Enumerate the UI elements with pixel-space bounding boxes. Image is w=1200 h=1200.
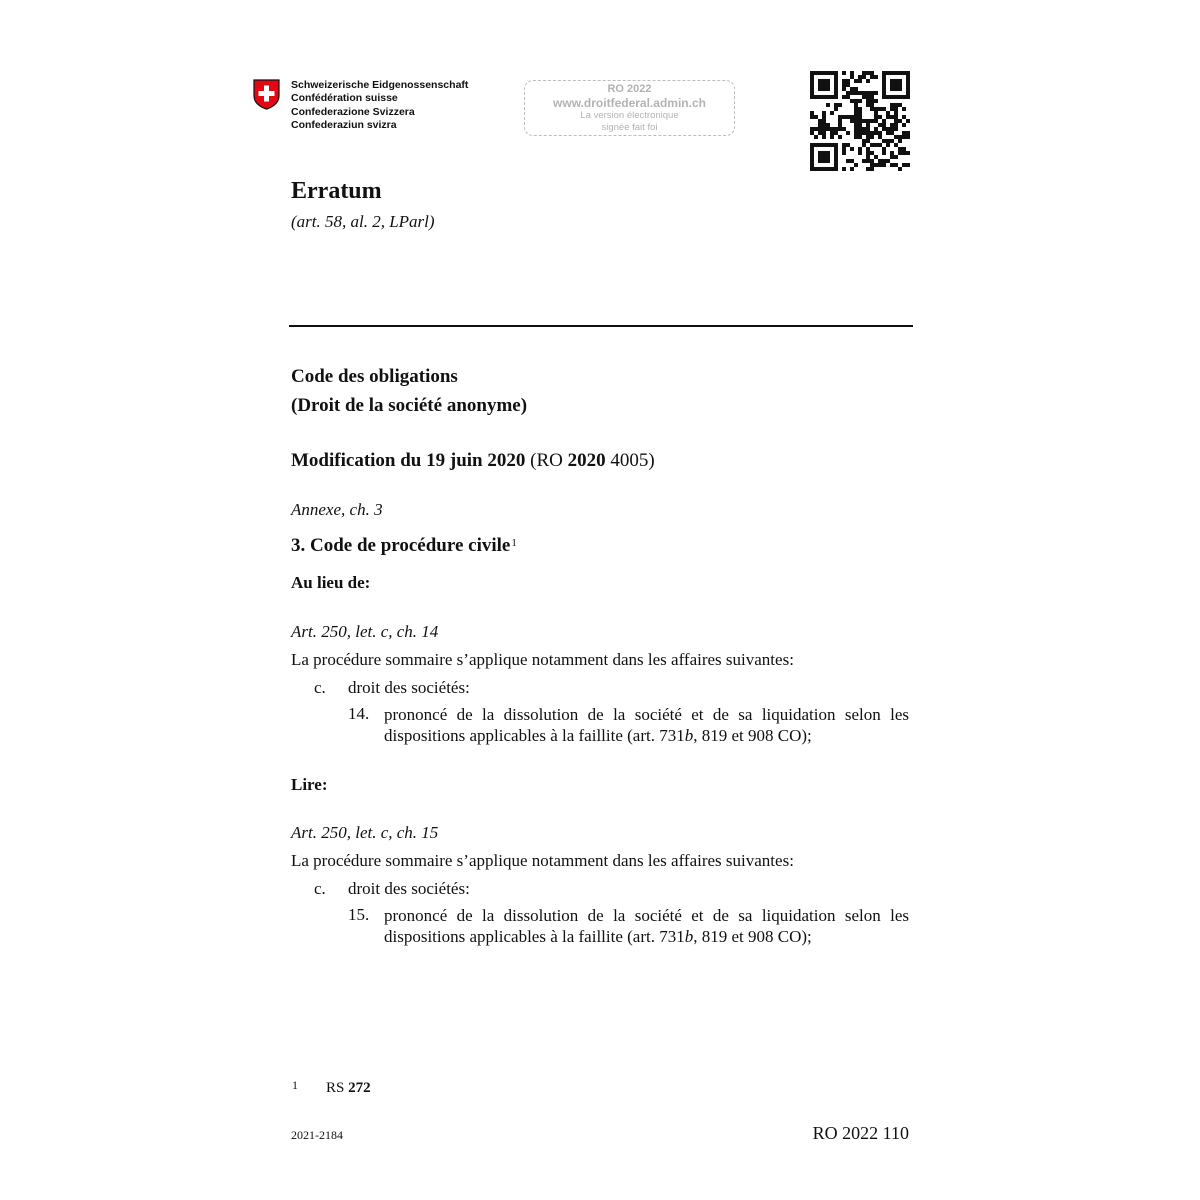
modification-ref-open: (RO — [525, 450, 568, 471]
section-title: 3. Code de procédure civile — [291, 535, 511, 556]
stamp-collection: RO 2022 — [607, 83, 652, 95]
after-item-text — [384, 905, 909, 947]
before-article-reference: Art. 250, let. c, ch. 14 — [291, 622, 439, 641]
confederation-name-de: Schweizerische Eidgenossenschaft — [291, 79, 469, 91]
stamp-note-2: signée fait foi — [601, 121, 658, 133]
act-title — [291, 362, 527, 420]
confederation-name-fr: Confédération suisse — [291, 92, 398, 105]
stamp-note-1: La version électronique — [580, 110, 679, 121]
before-label: Au lieu de: — [291, 573, 371, 592]
document-legal-basis: (art. 58, al. 2, LParl) — [291, 212, 435, 231]
footnote-number: 1 — [292, 1078, 298, 1092]
modification-ref-year: 2020 — [567, 450, 606, 471]
footnote-reference[interactable]: 1 — [511, 537, 517, 549]
after-label: Lire: — [291, 775, 328, 794]
before-intro-text: La procédure sommaire s’applique notamment dans les affaires suivantes: — [291, 650, 794, 669]
modification-label: Modification du 19 juin 2020 — [291, 450, 526, 471]
electronic-version-stamp — [524, 80, 735, 136]
after-item-number: 15. — [348, 905, 370, 924]
after-item-text-letter: b — [684, 927, 694, 946]
before-item-text-letter: b — [684, 726, 694, 745]
swiss-coat-of-arms-icon — [253, 79, 280, 110]
confederation-names — [291, 79, 468, 133]
before-item-text — [384, 704, 909, 746]
confederation-name-rm: Confederaziun svizra — [291, 119, 397, 132]
footnote-text — [326, 1080, 371, 1097]
modification-ref-close: 4005) — [605, 450, 655, 471]
official-compilation-reference: RO 2022 110 — [812, 1123, 909, 1143]
after-article-reference: Art. 250, let. c, ch. 15 — [291, 823, 439, 842]
document-code: 2021-2184 — [291, 1128, 343, 1142]
act-title-line-2: (Droit de la société anonyme) — [291, 395, 528, 416]
before-letter: c. — [314, 678, 326, 697]
after-letter-text: droit des sociétés: — [348, 879, 470, 898]
annex-reference: Annexe, ch. 3 — [291, 500, 383, 519]
act-title-line-1: Code des obligations — [291, 366, 458, 387]
before-item-text-main: prononcé de la dissolution de la société et de sa liquidation selon les dispositions applicables à la faillite (art. 731 — [384, 705, 909, 745]
modification-heading — [291, 450, 655, 472]
after-intro-text: La procédure sommaire s’applique notamment dans les affaires suivantes: — [291, 851, 794, 870]
title-divider — [289, 325, 913, 327]
before-item-text-end: , 819 et 908 CO); — [693, 726, 812, 745]
after-letter: c. — [314, 879, 326, 898]
stamp-website: www.droitfederal.admin.ch — [553, 96, 706, 110]
before-letter-text: droit des sociétés: — [348, 678, 470, 697]
document-title: Erratum — [291, 178, 382, 204]
before-item-number: 14. — [348, 704, 370, 723]
footnote-prefix: RS — [326, 1080, 349, 1096]
after-item-text-main: prononcé de la dissolution de la société et de sa liquidation selon les dispositions applicables à la faillite (art. 731 — [384, 906, 909, 946]
section-heading — [291, 535, 517, 557]
footnote-rs-number: 272 — [348, 1080, 371, 1096]
qr-code-icon[interactable] — [810, 71, 910, 171]
after-item-text-end: , 819 et 908 CO); — [693, 927, 812, 946]
confederation-name-it: Confederazione Svizzera — [291, 105, 415, 118]
